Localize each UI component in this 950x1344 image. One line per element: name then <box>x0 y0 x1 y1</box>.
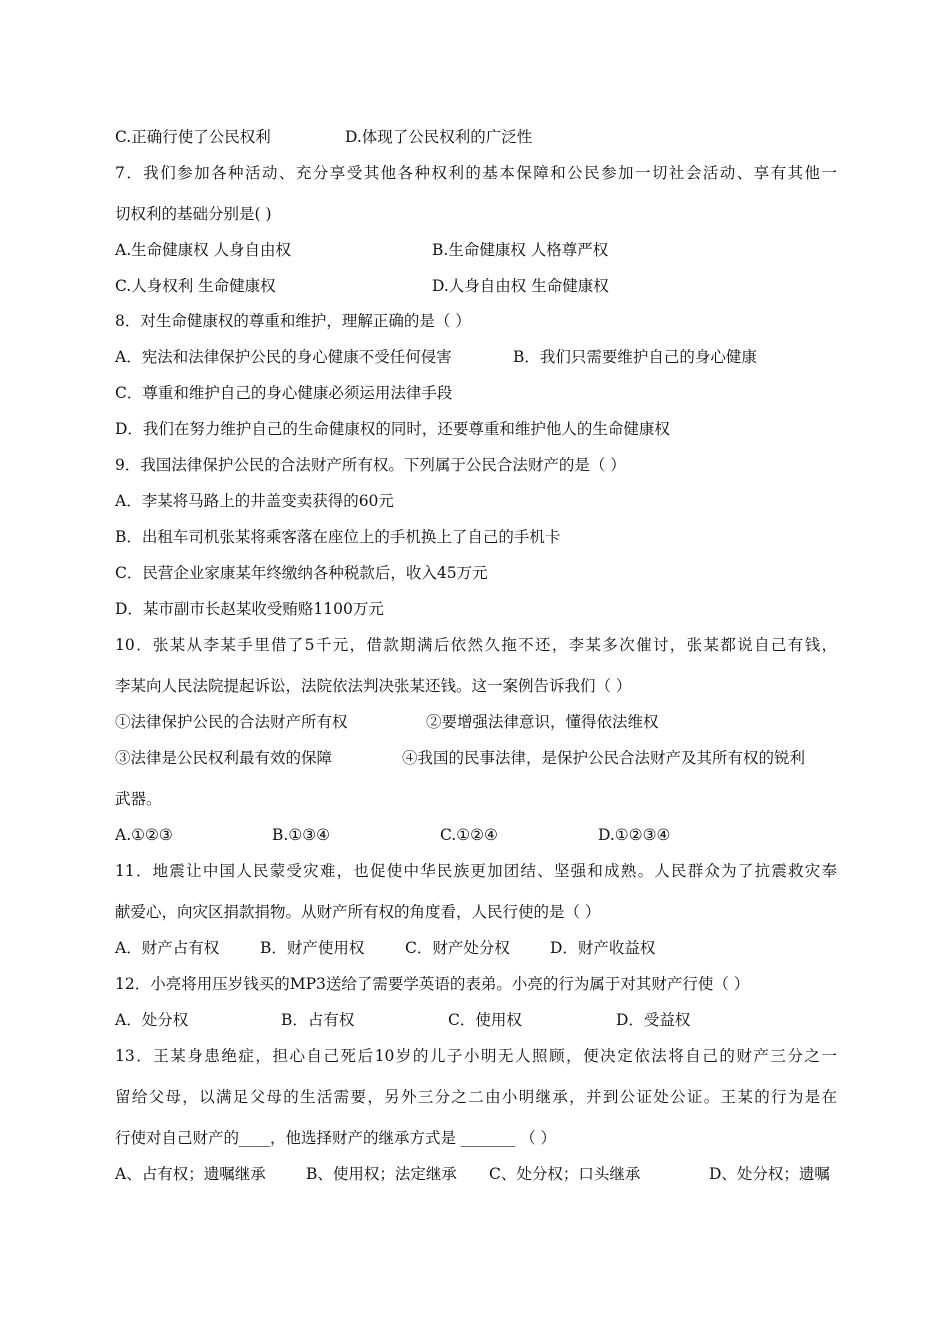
option-a: A．财产占有权 <box>115 939 220 957</box>
option-c: C、处分权；口头继承 <box>489 1165 641 1183</box>
option-b: B．财产使用权 <box>260 939 365 957</box>
q10-statements-12 <box>115 712 659 732</box>
q8-option-d: D．我们在努力维护自己的生命健康权的同时，还要尊重和维护他人的生命健康权 <box>115 420 670 438</box>
option-d: D．受益权 <box>616 1011 691 1029</box>
q10-statement-4-cont: 武器。 <box>115 790 162 808</box>
option-a: A.生命健康权 人身自由权 <box>115 241 292 259</box>
q8-stem: 8．对生命健康权的尊重和维护，理解正确的是（ ） <box>115 312 471 330</box>
statement-4: ④我国的民事法律，是保护公民合法财产及其所有权的锐利 <box>402 749 806 767</box>
option-b: B.①③④ <box>272 826 331 844</box>
option-d: D.体现了公民权利的广泛性 <box>345 128 533 146</box>
option-b: B．我们只需要维护自己的身心健康 <box>513 348 757 366</box>
option-b: B．占有权 <box>281 1011 355 1029</box>
q12-options <box>115 1010 691 1030</box>
q9-option-a: A．李某将马路上的井盖变卖获得的60元 <box>115 492 394 510</box>
option-c: C．使用权 <box>448 1011 522 1029</box>
option-c: C．财产处分权 <box>405 939 510 957</box>
q10-stem-line2: 李某向人民法院提起诉讼，法院依法判决张某还钱。这一案例告诉我们（ ） <box>115 677 632 695</box>
q9-option-c: C．民营企业家康某年终缴纳各种税款后，收入45万元 <box>115 564 488 582</box>
q10-options <box>115 825 671 845</box>
q7-stem-line1: 7．我们参加各种活动、充分享受其他各种权利的基本保障和公民参加一切社会活动、享有其他一 <box>115 164 837 182</box>
q13-stem-line1: 13．王某身患绝症，担心自己死后10岁的儿子小明无人照顾，便决定依法将自己的财产三分之一 <box>115 1047 837 1065</box>
q7-options-cd <box>115 276 609 296</box>
q13-stem-line2: 留给父母，以满足父母的生活需要，另外三分之二由小明继承，并到公证处公证。王某的行为是在 <box>115 1088 837 1106</box>
option-b: B.生命健康权 人格尊严权 <box>432 241 609 259</box>
statement-2: ②要增强法律意识，懂得依法维权 <box>426 713 659 731</box>
q8-options-ab <box>115 347 757 367</box>
q7-stem-line2: 切权利的基础分别是( ) <box>115 205 272 223</box>
option-c: C.人身权利 生命健康权 <box>115 277 276 295</box>
q13-stem-line3: 行使对自己财产的____，他选择财产的继承方式是 _______ （ ） <box>115 1129 557 1147</box>
option-b: B、使用权；法定继承 <box>306 1165 457 1183</box>
option-a: A．处分权 <box>115 1011 189 1029</box>
q9-option-d: D．某市副市长赵某收受贿赂1100万元 <box>115 600 384 618</box>
option-c: C.①②④ <box>440 826 498 844</box>
q11-stem-line1: 11．地震让中国人民蒙受灾难，也促使中华民族更加团结、坚强和成熟。人民群众为了抗震救灾奉 <box>115 862 837 880</box>
q11-options <box>115 938 656 958</box>
q10-stem-line1: 10．张某从李某手里借了5千元，借款期满后依然久拖不还，李某多次催讨，张某都说自己有钱， <box>115 636 837 654</box>
q6-options-cd <box>115 127 533 147</box>
option-d: D.①②③④ <box>598 826 671 844</box>
option-d: D、处分权；遗嘱 <box>709 1165 830 1183</box>
q9-stem: 9．我国法律保护公民的合法财产所有权。下列属于公民合法财产的是（ ） <box>115 456 626 474</box>
option-a: A.①②③ <box>115 826 173 844</box>
q9-option-b: B．出租车司机张某将乘客落在座位上的手机换上了自己的手机卡 <box>115 528 561 546</box>
q13-options <box>115 1164 830 1184</box>
q12-stem: 12．小亮将用压岁钱买的MP3送给了需要学英语的表弟。小亮的行为属于对其财产行使（ ） <box>115 975 750 993</box>
q8-option-c: C．尊重和维护自己的身心健康必须运用法律手段 <box>115 384 453 402</box>
q10-statements-34 <box>115 748 806 768</box>
option-c: C.正确行使了公民权利 <box>115 128 271 146</box>
statement-1: ①法律保护公民的合法财产所有权 <box>115 713 348 731</box>
option-d: D．财产收益权 <box>550 939 656 957</box>
q11-stem-line2: 献爱心，向灾区捐款捐物。从财产所有权的角度看，人民行使的是（ ） <box>115 903 601 921</box>
statement-3: ③法律是公民权利最有效的保障 <box>115 749 333 767</box>
option-a: A．宪法和法律保护公民的身心健康不受任何侵害 <box>115 348 452 366</box>
q7-options-ab <box>115 240 609 260</box>
option-a: A、占有权；遗嘱继承 <box>115 1165 266 1183</box>
option-d: D.人身自由权 生命健康权 <box>432 277 609 295</box>
